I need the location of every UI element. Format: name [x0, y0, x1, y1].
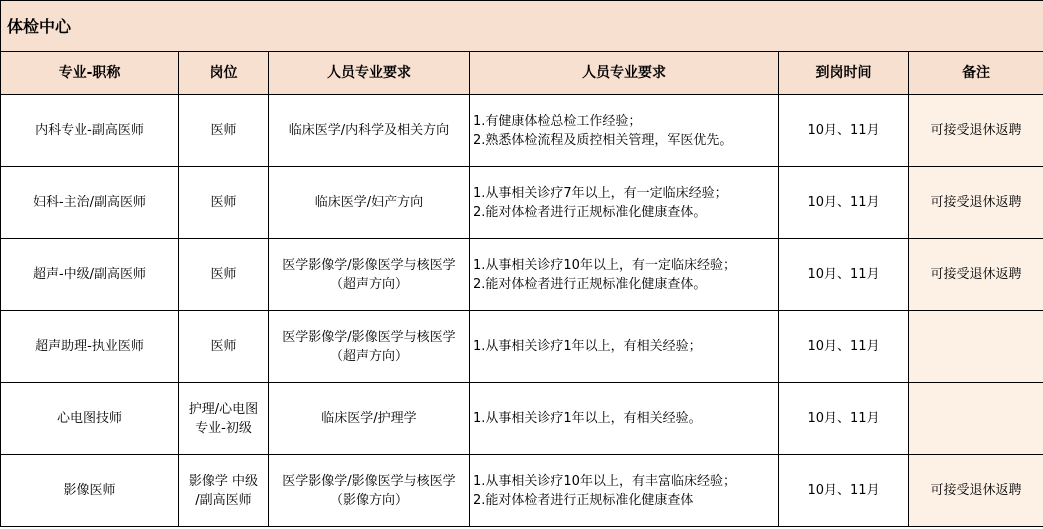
cell-arrival — [779, 455, 909, 527]
cell-major-line: 临床医学/护理学 — [321, 411, 417, 426]
cell-requirements — [470, 455, 779, 527]
cell-title-line: 影像医师 — [63, 483, 116, 498]
cell-title-line: 内科专业-副高医师 — [35, 123, 144, 138]
cell-note-line: 可接受退休返聘 — [930, 195, 1022, 210]
cell-title-line: 超声助理-执业医师 — [35, 339, 144, 354]
cell-position-line: 护理/心电图 — [188, 401, 259, 417]
cell-note-line: 可接受退休返聘 — [930, 123, 1022, 138]
table-row — [1, 383, 1043, 455]
cell-major-line: （影像方向） — [329, 492, 408, 508]
cell-requirements — [470, 95, 779, 167]
cell-title-line: 超声-中级/副高医师 — [32, 267, 147, 282]
cell-requirements-line: 1.从事相关诊疗7年以上，有一定临床经验； — [473, 185, 728, 201]
cell-title — [1, 167, 179, 239]
table-row — [1, 455, 1043, 527]
cell-title — [1, 95, 179, 167]
cell-major — [269, 167, 470, 239]
cell-requirements-line: 1.从事相关诊疗1年以上，有相关经验。 — [473, 411, 702, 426]
cell-requirements-line: 2.能对体检者进行正规标准化健康查体。 — [473, 276, 707, 292]
cell-title-line: 妇科-主治/副高医师 — [32, 195, 147, 210]
cell-major-line: 临床医学/妇产方向 — [314, 195, 424, 210]
cell-title — [1, 311, 179, 383]
cell-requirements-line: 2.能对体检者进行正规标准化健康查体 — [473, 492, 694, 508]
cell-note — [909, 311, 1043, 383]
cell-major — [269, 311, 470, 383]
cell-requirements-line: 2.熟悉体检流程及质控相关管理，军医优先。 — [473, 132, 733, 148]
cell-position-line: /副高医师 — [195, 492, 252, 508]
table-row — [1, 311, 1043, 383]
cell-position — [179, 383, 269, 455]
table-row — [1, 239, 1043, 311]
cell-position — [179, 239, 269, 311]
cell-position-line: 影像学 中级 — [188, 473, 259, 489]
title-row-tail — [909, 1, 1043, 52]
cell-major-line: 医学影像学/影像医学与核医学 — [282, 329, 456, 345]
cell-title-line: 心电图技师 — [56, 411, 122, 426]
cell-requirements — [470, 383, 779, 455]
cell-note — [909, 239, 1043, 311]
cell-arrival — [779, 311, 909, 383]
cell-major-line: （超声方向） — [329, 276, 408, 292]
cell-position — [179, 167, 269, 239]
cell-requirements-line: 1.有健康体检总检工作经验； — [473, 113, 642, 129]
table-row — [1, 95, 1043, 167]
cell-arrival-line: 10月、11月 — [807, 411, 880, 426]
cell-arrival-line: 10月、11月 — [807, 339, 880, 354]
cell-arrival-line: 10月、11月 — [807, 123, 880, 138]
header-arrival: 到岗时间 — [779, 52, 909, 95]
cell-position-line: 医师 — [210, 123, 237, 138]
cell-major-line: 医学影像学/影像医学与核医学 — [282, 473, 456, 489]
cell-arrival-line: 10月、11月 — [807, 483, 880, 498]
cell-requirements — [470, 167, 779, 239]
cell-note — [909, 95, 1043, 167]
cell-requirements — [470, 239, 779, 311]
cell-arrival — [779, 167, 909, 239]
cell-position-line: 医师 — [210, 267, 237, 282]
cell-position — [179, 95, 269, 167]
cell-position-line: 医师 — [210, 339, 237, 354]
cell-note — [909, 167, 1043, 239]
cell-major-line: 医学影像学/影像医学与核医学 — [282, 257, 456, 273]
cell-position — [179, 311, 269, 383]
cell-requirements — [470, 311, 779, 383]
header-requirements: 人员专业要求 — [470, 52, 779, 95]
cell-arrival — [779, 383, 909, 455]
cell-requirements-line: 1.从事相关诊疗1年以上，有相关经验； — [473, 339, 702, 354]
cell-requirements-line: 1.从事相关诊疗10年以上，有一定临床经验； — [473, 257, 736, 273]
cell-major — [269, 383, 470, 455]
cell-requirements-line: 1.从事相关诊疗10年以上，有丰富临床经验； — [473, 473, 736, 489]
header-note: 备注 — [909, 52, 1043, 95]
cell-note — [909, 455, 1043, 527]
cell-position-line: 医师 — [210, 195, 237, 210]
cell-title — [1, 239, 179, 311]
cell-title — [1, 383, 179, 455]
header-row — [1, 52, 1043, 95]
cell-requirements-line: 2.能对体检者进行正规标准化健康查体。 — [473, 204, 707, 220]
cell-position — [179, 455, 269, 527]
table-body — [1, 95, 1043, 527]
cell-arrival — [779, 239, 909, 311]
cell-note-line: 可接受退休返聘 — [930, 483, 1022, 498]
cell-position-line: 专业-初级 — [195, 420, 252, 436]
cell-major — [269, 95, 470, 167]
title-row — [1, 1, 1043, 52]
cell-note-line: 可接受退休返聘 — [930, 267, 1022, 282]
table-title: 体检中心 — [1, 1, 909, 52]
cell-arrival-line: 10月、11月 — [807, 195, 880, 210]
cell-major — [269, 455, 470, 527]
cell-title — [1, 455, 179, 527]
cell-note — [909, 383, 1043, 455]
cell-major-line: （超声方向） — [329, 348, 408, 364]
cell-major — [269, 239, 470, 311]
header-position: 岗位 — [179, 52, 269, 95]
table-row — [1, 167, 1043, 239]
header-major: 人员专业要求 — [269, 52, 470, 95]
cell-arrival — [779, 95, 909, 167]
cell-arrival-line: 10月、11月 — [807, 267, 880, 282]
cell-major-line: 临床医学/内科学及相关方向 — [288, 123, 450, 138]
header-title: 专业-职称 — [1, 52, 179, 95]
